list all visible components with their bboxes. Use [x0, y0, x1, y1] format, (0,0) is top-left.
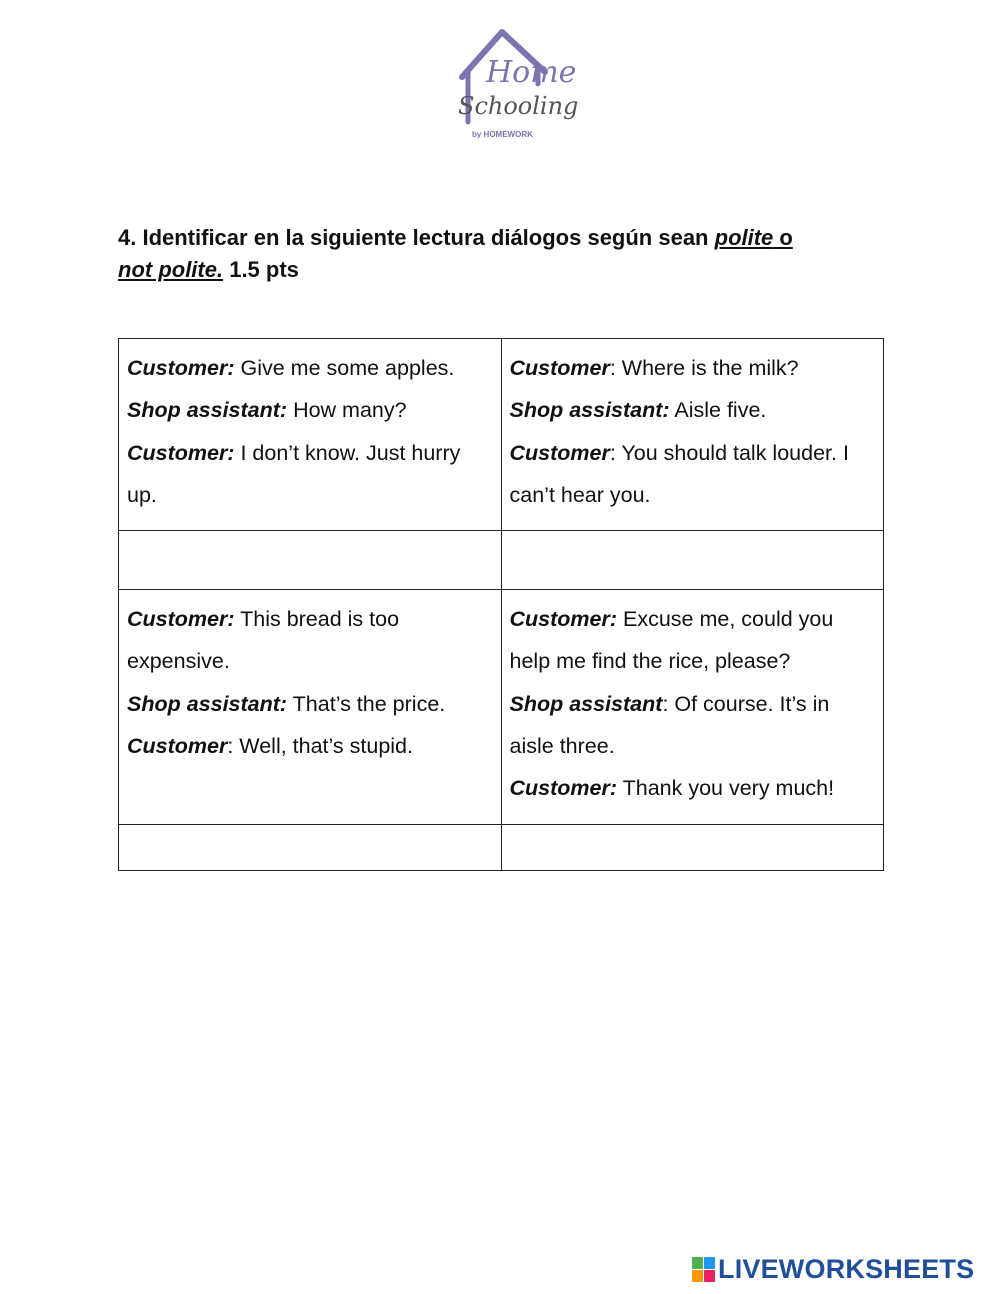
speaker: Customer:	[127, 356, 235, 380]
svg-text:by HOMEWORK: by HOMEWORK	[472, 130, 533, 139]
dialog-text: : Where is the milk?	[609, 356, 799, 380]
speaker: Customer:	[127, 607, 235, 632]
liveworksheets-icon	[692, 1257, 714, 1281]
question-heading	[118, 222, 898, 286]
speaker: Customer:	[509, 776, 618, 801]
dialog-text: : Well, that’s stupid.	[227, 734, 413, 759]
table-row	[119, 824, 884, 870]
svg-text:Home: Home	[486, 55, 577, 90]
liveworksheets-brand	[692, 1252, 974, 1286]
dialog-cell-1	[119, 339, 502, 531]
speaker: Shop assistant	[509, 691, 663, 716]
dialog-text: Aisle five.	[669, 398, 767, 423]
dialog-cell-4	[501, 590, 884, 824]
dialog-line	[510, 598, 876, 683]
dialog-text: Thank you very much!	[617, 776, 835, 801]
dialog-line	[127, 347, 493, 389]
answer-cell-4[interactable]	[501, 824, 884, 870]
home-schooling-logo	[450, 22, 580, 147]
dialog-text: Give me some apples.	[234, 356, 455, 380]
speaker: Customer	[509, 356, 610, 380]
speaker: Customer:	[127, 440, 235, 465]
speaker: Shop assistant:	[127, 398, 288, 423]
dialog-line	[127, 725, 493, 767]
dialog-line	[127, 598, 493, 683]
table-row	[119, 531, 884, 590]
question-points: 1.5 pts	[223, 257, 299, 282]
dialog-cell-3	[119, 590, 502, 824]
table-row	[119, 590, 884, 824]
table-row	[119, 339, 884, 531]
dialog-line	[510, 432, 876, 517]
speaker: Shop assistant:	[509, 398, 670, 423]
dialog-line	[510, 389, 876, 431]
dialog-text: How many?	[287, 398, 407, 423]
answer-cell-3[interactable]	[119, 824, 502, 870]
dialogs-table	[118, 338, 884, 871]
option-not-polite: not polite.	[118, 257, 224, 282]
dialog-text: : You should talk louder. I can’t hear you.	[509, 440, 849, 507]
dialog-cell-2	[501, 339, 884, 531]
speaker: Customer:	[509, 607, 618, 632]
dialog-line	[510, 767, 876, 809]
dialog-line	[127, 389, 493, 431]
dialog-line	[127, 683, 493, 725]
dialog-text: : Of course. It’s in aisle three.	[509, 691, 830, 759]
dialog-line	[127, 432, 493, 517]
answer-cell-1[interactable]	[119, 531, 502, 590]
speaker: Customer	[127, 734, 228, 759]
dialog-text: Excuse me, could you help me find the rice, please?	[509, 607, 834, 674]
house-logo-icon	[450, 22, 580, 147]
speaker: Shop assistant:	[127, 691, 288, 716]
liveworksheets-text: LIVEWORKSHEETS	[718, 1253, 975, 1284]
dialog-text: That’s the price.	[287, 691, 446, 716]
option-join: o	[773, 225, 793, 250]
option-polite: polite	[714, 225, 774, 250]
question-lead: 4. Identificar en la siguiente lectura diálogos según sean	[118, 225, 715, 250]
dialog-text: This bread is too expensive.	[127, 607, 400, 674]
svg-text:Schooling: Schooling	[458, 92, 579, 120]
answer-cell-2[interactable]	[501, 531, 884, 590]
dialog-text: I don’t know. Just hurry up.	[127, 440, 461, 507]
dialog-line	[510, 347, 876, 389]
speaker: Customer	[509, 440, 610, 465]
dialog-line	[510, 683, 876, 768]
